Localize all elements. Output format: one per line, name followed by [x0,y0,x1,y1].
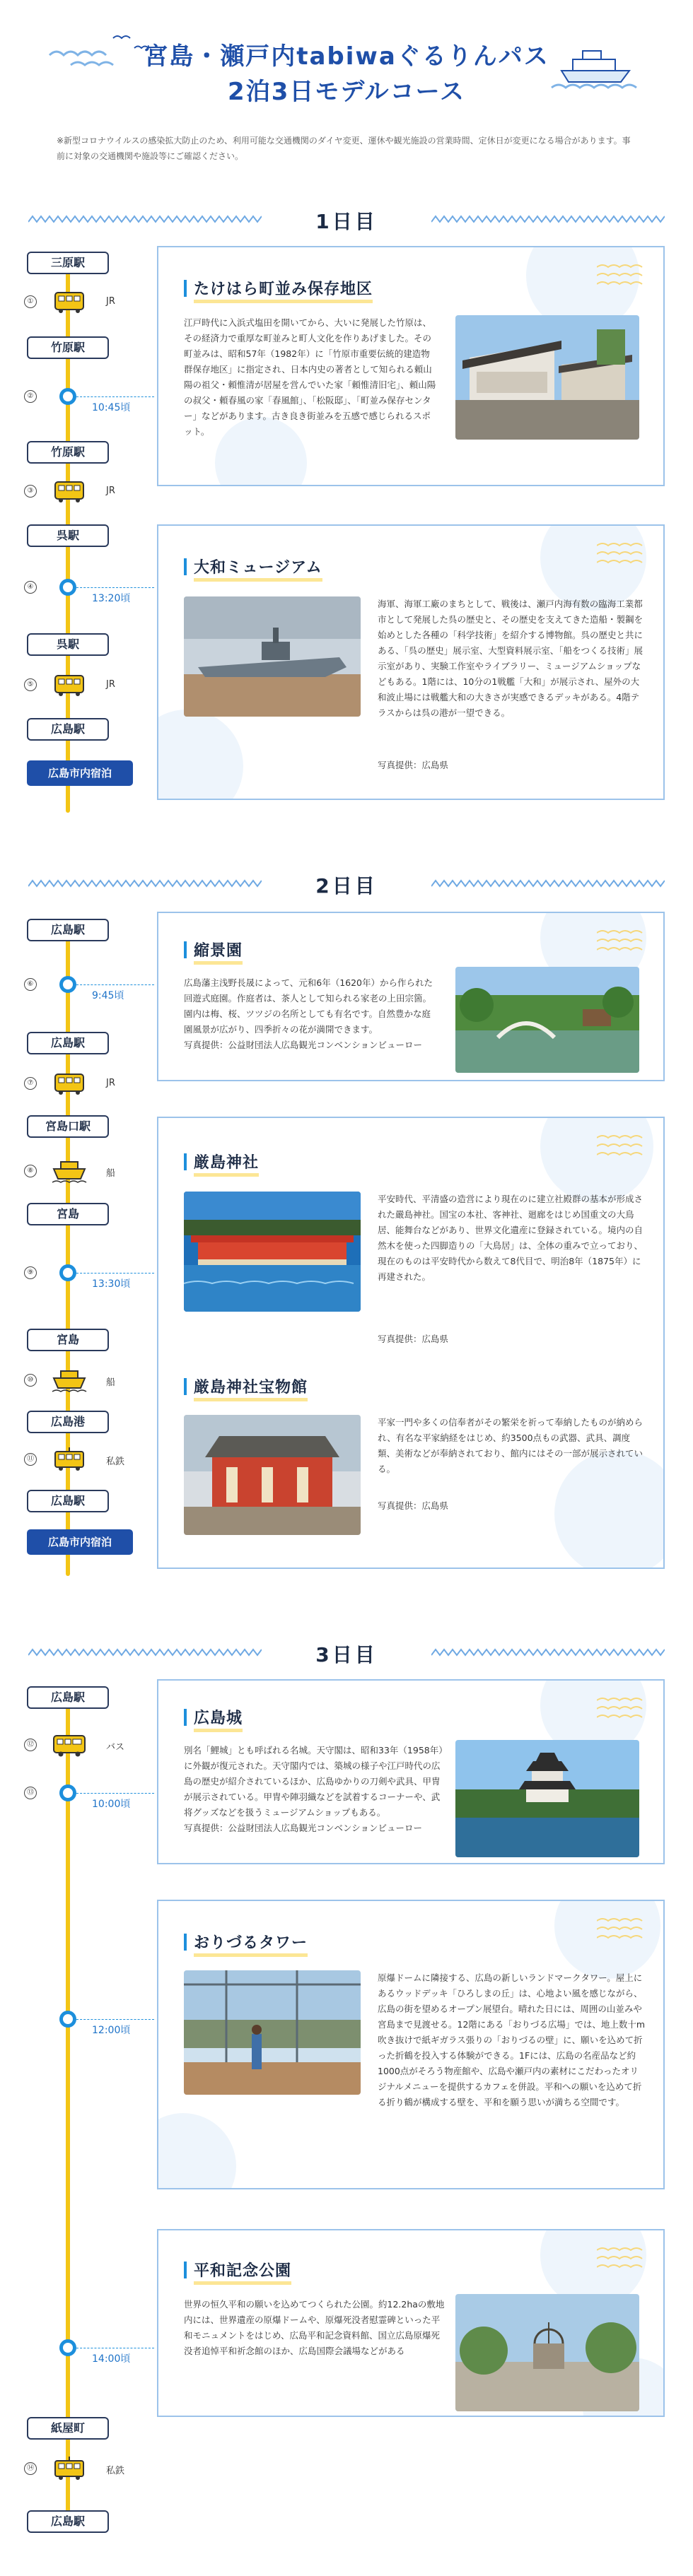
page-title-line1: 宮島・瀬戸内tabiwaぐるりんパス [144,42,549,71]
spot-title: 平和記念公園 [184,2259,291,2281]
station-hiroshima: 広島駅 [27,1490,109,1512]
photo-credit: 写真提供：広島県 [378,1500,449,1511]
day1-label: 1日目 [315,210,378,233]
wave-decoration [597,540,646,568]
station-miyajima: 宮島 [27,1329,109,1351]
photo-credit: 写真提供：広島県 [378,760,449,770]
spot-title: 厳島神社宝物館 [184,1375,308,1397]
spot-description: 江戸時代に入浜式塩田を開いてから、大いに発展した竹原は、その経済力で重厚な町並みと町人文化を作りあげました。その町並みは、昭和57年（1982年）に「竹原市重要伝統的建造物群保存地区」に指定され、日本内史の著者として知られる頼山陽の祖父・頼惟清が居屋を営んでいた家「頼惟清旧宅」、頼山陽の叔父・頼春風の家「春風館」、「松阪邸」、「町並み保存センター」などがあります。古き良き街並みを五感で感じられるスポット。 [184,317,436,437]
page-header [0,0,693,177]
leg-number: ① [24,295,37,308]
train-icon [51,288,88,315]
spot-card [157,1117,665,1569]
transport-mode: バス [106,1742,125,1753]
spot-description: 別名「鯉城」とも呼ばれる名城。天守閣は、昭和33年（1958年）に外観が復元された。天守閣内では、築城の様子や江戸時代の広島の歴史が紹介されているほか、広島ゆかりの刀剣や武具、甲冑が展示されている。甲冑や陣羽織などを試着するコーナーや、武将グッズなどを扱うミュージアムショップもある。 [184,1745,443,1818]
zigzag-divider [431,215,665,223]
connector [76,587,154,588]
station-hiroshima: 広島駅 [27,2510,109,2533]
arrival-time: 10:00頃 [92,1799,131,1810]
station-kamiyacho: 紙屋町 [27,2417,109,2440]
spot-title: 厳島神社 [184,1151,259,1172]
spot-title: おりづるタワー [184,1931,308,1953]
spot-title: 広島城 [184,1706,243,1728]
wave-decoration [597,927,646,955]
arrival-time: 14:00頃 [92,2353,131,2365]
ferry-icon [51,1158,88,1184]
decor-bubble [157,2113,236,2189]
station-hiroshima: 広島駅 [27,1686,109,1709]
covid-notice: ※新型コロナウイルスの感染拡大防止のため、利用可能な交通機関のダイヤ変更、運休や観光施設の営業時間、定休日が変更になる場合があります。事前に対象の交通機関や施設等にご確認ください。 [57,136,631,161]
leg-number: ⑨ [24,1266,37,1279]
spot-card [157,2229,665,2417]
leg-number: ⑥ [24,978,37,991]
station-hiroshima: 広島駅 [27,1032,109,1054]
connector [76,396,154,397]
day2-heading [28,869,665,898]
leg-number: ⑪ [24,1453,37,1466]
spot-title: 大和ミュージアム [184,555,322,577]
stop-marker [59,579,76,596]
leg-number: ⑦ [24,1077,37,1090]
connector [76,984,154,985]
spot-photo [455,2294,639,2411]
wave-decoration [597,1695,646,1723]
train-icon [51,478,88,505]
leg-number: ② [24,390,37,403]
decor-bubble [157,710,243,800]
transport-mode: 船 [106,1377,116,1388]
tram-icon [51,2455,88,2482]
spot-photo [455,1740,639,1857]
transport-mode: 私鉄 [106,1457,125,1467]
leg-number: ④ [24,581,37,594]
spot-description: 平家一門や多くの信奉者がその繁栄を祈って奉納したものが納められ、有名な平家納経をはじめ、約3500点もの武器、武具、調度類、美術などが奉納されており、館内にはその一部が展示されている。 [378,1417,644,1474]
transport-mode: 船 [106,1168,116,1179]
station-miyajimaguchi: 宮島口駅 [27,1115,109,1138]
stop-marker [59,388,76,405]
leg-number: ⑬ [24,1787,37,1799]
stop-marker [59,976,76,993]
station-hiroshima-port: 広島港 [27,1411,109,1433]
connector [76,2019,154,2020]
transport-mode: JR [106,486,115,496]
wave-decoration [597,261,646,290]
arrival-time: 12:00頃 [92,2025,131,2036]
arrival-time: 10:45頃 [92,402,131,413]
photo-credit: 写真提供：公益財団法人広島観光コンベンションビューロー [184,1823,422,1833]
bus-icon [51,1731,88,1758]
day2-label: 2日目 [315,874,378,898]
stop-marker [59,1264,76,1281]
leg-number: ⑧ [24,1165,37,1177]
leg-number: ⑩ [24,1374,37,1387]
spot-title: たけはら町並み保存地区 [184,277,373,299]
spot-photo [184,596,361,717]
transport-mode: 私鉄 [106,2466,125,2476]
stop-marker [59,2011,76,2028]
page-title-line2: 2泊3日モデルコース [228,78,465,106]
zigzag-divider [431,1648,665,1657]
tram-icon [51,1446,88,1473]
leg-number: ⑫ [24,1739,37,1751]
day3-label: 3日目 [315,1643,378,1666]
spot-description: 広島藩主浅野長晟によって、元和6年（1620年）から作られた回遊式庭園。作庭者は、茶人として知られる家老の上田宗箇。園内は梅、桜、ツツジの名所としても有名です。自然豊かな庭園風景が広がり、四季折々の花が満開できます。 [184,977,433,1035]
wave-decoration [597,2245,646,2273]
spot-card [157,524,665,800]
ferry-icon [51,1367,88,1394]
spot-card [157,1900,665,2189]
transport-mode: JR [106,1078,115,1088]
wave-decoration [597,1132,646,1160]
spot-photo [184,1415,361,1535]
stop-marker [59,1784,76,1801]
spot-photo [455,315,639,440]
spot-card [157,246,665,486]
train-icon [51,671,88,698]
station-hiroshima: 広島駅 [27,919,109,941]
leg-number: ⑭ [24,2462,37,2475]
photo-credit: 写真提供：公益財団法人広島観光コンベンションビューロー [184,1040,422,1050]
spot-card [157,1679,665,1864]
arrival-time: 9:45頃 [92,990,124,1001]
wave-decoration [597,1915,646,1943]
train-icon [51,1070,88,1097]
stop-marker [59,2339,76,2356]
transport-mode: JR [106,296,115,307]
day1-heading [28,205,665,233]
overnight-badge: 広島市内宿泊 [27,1529,133,1555]
spot-photo [184,1192,361,1312]
route-line [66,926,70,1576]
overnight-badge: 広島市内宿泊 [27,760,133,786]
station-kure: 呉駅 [27,524,109,547]
station-takehara: 竹原駅 [27,441,109,464]
spot-description: 平安時代、平清盛の造営により現在のに建立社殿群の基本が形成された嚴島神社。国宝の本社、客神社、廻廊をはじめ国重文の大鳥居、能舞台などがあり、世界文化遺産に登録されている。境内の自然木を使った四脚造りの「大鳥居」は、全体の重みで立っており、現在のものは平安時代から数えて8代目で、明治8年（1875年）に再建された。 [378,1194,644,1282]
spot-description: 世界の恒久平和の願いを込めてつくられた公園。約12.2haの敷地内には、世界遺産の原爆ドームや、原爆死没者慰霊碑といった平和モニュメントをはじめ、広島平和記念資料館、国立広島原爆死没者追悼平和祈念館のほか、広島国際会議場などがある [184,2299,445,2356]
spot-description: 海軍、海軍工廠のまちとして、戦後は、瀬戸内海有数の臨海工業都市として発展した呉の歴史と、その歴史を支えてきた造船・製鋼を始めとした各種の「科学技術」を紹介する博物館。呉の歴史と共にある、「呉の歴史」展示室、大型資料展示室、「船をつくる技術」展示室があり、実験工作室やライブラリー、ミュージアムショップなどもある。1階には、10分の1戦艦「大和」が展示され、屋外の大和波止場には戦艦大和の大きさが実感できるデッキがある。4階テラスからは呉の港が一望できる。 [378,599,644,718]
transport-mode: JR [106,679,115,690]
photo-credit: 写真提供：広島県 [378,1334,449,1344]
leg-number: ③ [24,485,37,498]
spot-photo [184,1970,361,2095]
leg-number: ⑤ [24,678,37,691]
station-takehara: 竹原駅 [27,336,109,359]
station-kure: 呉駅 [27,633,109,656]
station-hiroshima: 広島駅 [27,718,109,741]
connector [76,1273,154,1274]
spot-card [157,912,665,1081]
route-line [66,1696,70,2530]
spot-description: 原爆ドームに隣接する、広島の新しいランドマークタワー。屋上にあるウッドデッキ「ひろしまの丘」は、心地よい風を感じながら、広島の街を望めるオープン展望台。晴れた日には、周囲の山並みや宮島まで見渡せる。12階にある「おりづる広場」では、地上数十m吹き抜けで紙ギガラス張りの「おりづるの壁」に、願いを込めて折った折鶴を投入する体験ができる。1Fには、広島の名産品など約1000点がそろう物産館や、広島や瀬戸内の素材にこだわったオリジナルメニューを提供するカフェを併設。平和への願いを込めて折る折り鶴が構成する壁を、平和を願う思いが満ちる空間です。 [378,1972,646,2107]
arrival-time: 13:30頃 [92,1278,131,1290]
day3-heading [28,1638,665,1666]
station-miyajima: 宮島 [27,1203,109,1225]
zigzag-divider [431,879,665,888]
connector [76,1793,154,1794]
spot-photo [455,967,639,1073]
station-mihara: 三原駅 [27,252,109,274]
spot-title: 縮景園 [184,939,243,960]
arrival-time: 13:20頃 [92,593,131,604]
